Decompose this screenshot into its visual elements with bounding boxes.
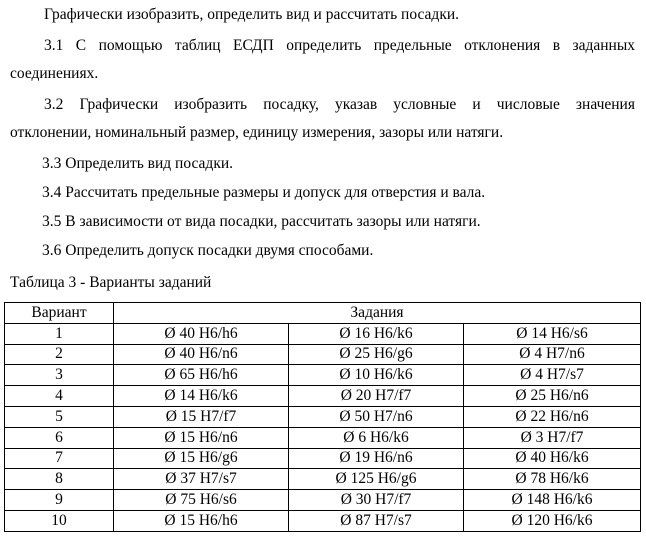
task-cell: Ø 20 H7/f7 [289, 386, 464, 407]
table-row [5, 323, 641, 344]
variant-cell: 3 [5, 365, 114, 386]
task-cell: Ø 148 H6/k6 [464, 490, 641, 511]
variant-cell: 1 [5, 323, 114, 344]
task-cell: Ø 87 H7/s7 [289, 510, 464, 531]
task-cell: Ø 50 H7/n6 [289, 406, 464, 427]
task-cell: Ø 40 H6/h6 [114, 323, 289, 344]
paragraph-3-5: 3.5 В зависимости от вида посадки, рассчитать зазоры или натяги. [42, 213, 481, 230]
task-cell: Ø 25 H6/n6 [464, 386, 641, 407]
paragraph-3-3: 3.3 Определить вид посадки. [42, 155, 234, 172]
task-cell: Ø 4 H7/s7 [464, 365, 641, 386]
variant-cell: 10 [5, 510, 114, 531]
variants-table [4, 302, 641, 532]
task-cell: Ø 16 H6/k6 [289, 323, 464, 344]
task-cell: Ø 40 H6/n6 [114, 344, 289, 365]
task-cell: Ø 120 H6/k6 [464, 510, 641, 531]
variant-cell: 4 [5, 386, 114, 407]
task-cell: Ø 78 H6/k6 [464, 469, 641, 490]
table-row [5, 469, 641, 490]
task-cell: Ø 65 H6/h6 [114, 365, 289, 386]
table-caption: Таблица 3 - Варианты заданий [10, 274, 212, 291]
task-cell: Ø 14 H6/k6 [114, 386, 289, 407]
table-row [5, 427, 641, 448]
task-cell: Ø 15 H6/n6 [114, 427, 289, 448]
task-cell: Ø 3 H7/f7 [464, 427, 641, 448]
task-cell: Ø 15 H6/g6 [114, 448, 289, 469]
paragraph-3-2-line-2: отклонении, номинальный размер, единицу измерения, зазоры или натяги. [10, 124, 504, 141]
variant-cell: 5 [5, 406, 114, 427]
variant-cell: 6 [5, 427, 114, 448]
task-cell: Ø 30 H7/f7 [289, 490, 464, 511]
task-cell: Ø 37 H7/s7 [114, 469, 289, 490]
task-cell: Ø 25 H6/g6 [289, 344, 464, 365]
paragraph-3-1-line-2: соединениях. [10, 65, 99, 82]
task-cell: Ø 14 H6/s6 [464, 323, 641, 344]
task-cell: Ø 125 H6/g6 [289, 469, 464, 490]
task-cell: Ø 22 H6/n6 [464, 406, 641, 427]
task-cell: Ø 19 H6/n6 [289, 448, 464, 469]
table-row [5, 510, 641, 531]
task-cell: Ø 6 H6/k6 [289, 427, 464, 448]
intro-paragraph: Графически изобразить, определить вид и рассчитать посадки. [44, 6, 460, 23]
task-cell: Ø 15 H6/h6 [114, 510, 289, 531]
paragraph-3-6: 3.6 Определить допуск посадки двумя способами. [42, 242, 374, 259]
task-cell: Ø 40 H6/k6 [464, 448, 641, 469]
task-cell: Ø 10 H6/k6 [289, 365, 464, 386]
task-cell: Ø 4 H7/n6 [464, 344, 641, 365]
header-variant: Вариант [5, 303, 114, 324]
header-tasks: Задания [114, 303, 641, 324]
paragraph-3-4: 3.4 Рассчитать предельные размеры и допуск для отверстия и вала. [42, 184, 486, 201]
variant-cell: 8 [5, 469, 114, 490]
paragraph-3-2-line-1: 3.2 Графически изобразить посадку, указав условные и числовые значения [44, 96, 635, 113]
table-row [5, 490, 641, 511]
variant-cell: 2 [5, 344, 114, 365]
task-cell: Ø 15 H7/f7 [114, 406, 289, 427]
table-row [5, 448, 641, 469]
task-cell: Ø 75 H6/s6 [114, 490, 289, 511]
table-row [5, 344, 641, 365]
table-row [5, 365, 641, 386]
variant-cell: 7 [5, 448, 114, 469]
variant-cell: 9 [5, 490, 114, 511]
paragraph-3-1-line-1: 3.1 С помощью таблиц ЕСДП определить предельные отклонения в заданных [44, 37, 635, 54]
table-row [5, 406, 641, 427]
table-row [5, 386, 641, 407]
table-header-row [5, 303, 641, 324]
